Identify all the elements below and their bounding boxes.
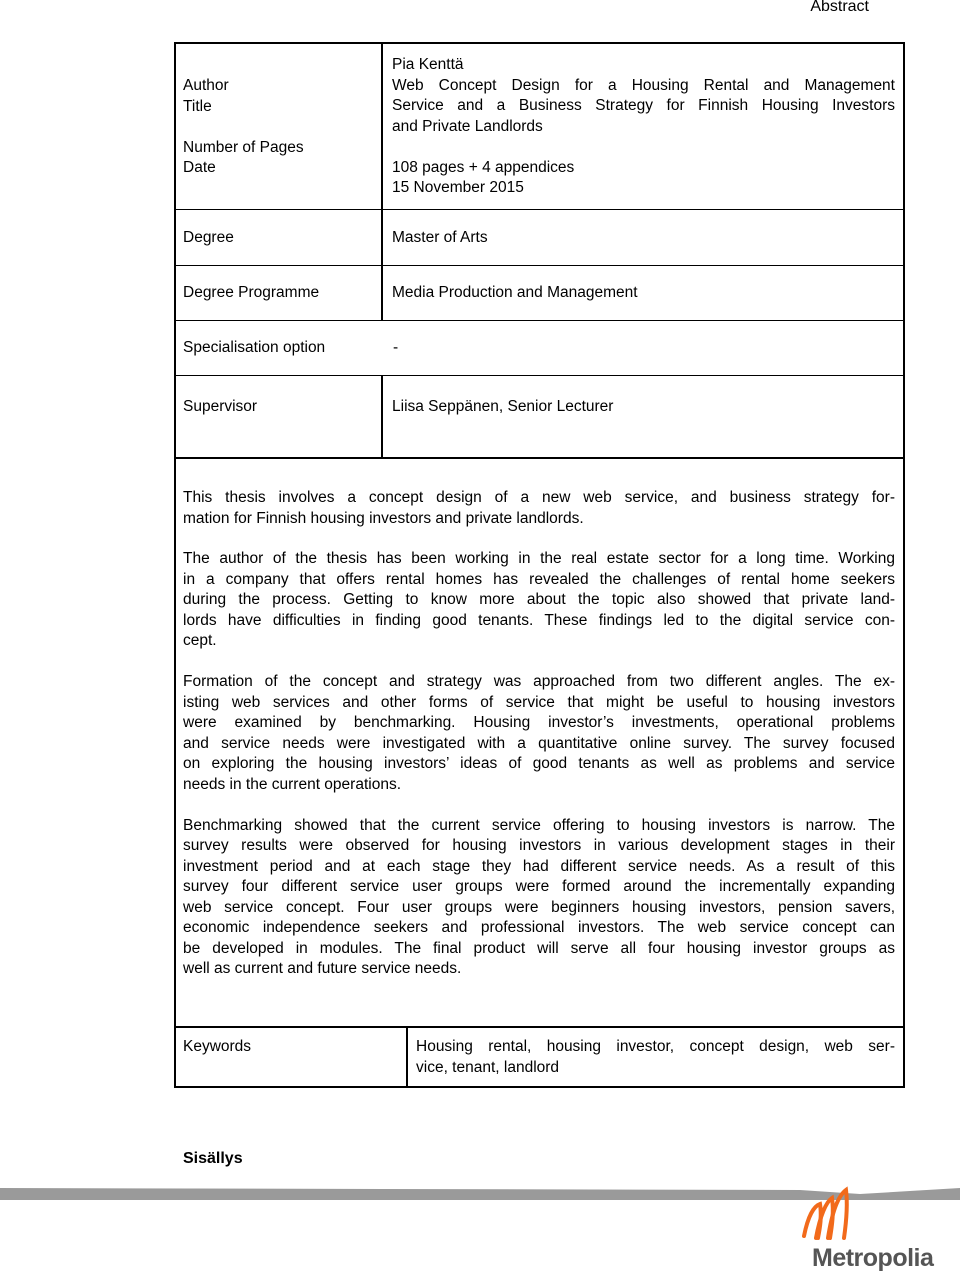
abstract-line: This thesis involves a concept design of a new web service, and business strategy for- <box>183 489 895 506</box>
abstract-paragraph <box>183 672 895 795</box>
abstract-line: Formation of the concept and strategy was approached from two different angles. The ex- <box>183 673 895 691</box>
abstract-line: cept. <box>183 632 217 650</box>
abstract-line: in a company that offers rental homes has revealed the challenges of rental home seekers <box>183 570 895 588</box>
abstract-line: The author of the thesis has been working in the real estate sector for a long time. Working <box>183 550 895 568</box>
abstract-line: well as current and future service needs. <box>183 960 462 978</box>
keywords-label: Keywords <box>183 1038 252 1055</box>
logo-wordmark: Metropolia <box>812 1244 934 1272</box>
abstract-line: and service needs were investigated with a quantitative online survey. The survey focused <box>183 734 895 752</box>
abstract-line: be developed in modules. The final product will serve all four housing investor groups as <box>183 939 895 957</box>
abstract-line: needs in the current operations. <box>183 775 401 793</box>
specialisation-value: - <box>393 339 399 356</box>
pages-value: 108 pages + 4 appendices <box>392 158 575 176</box>
supervisor-label: Supervisor <box>183 398 258 415</box>
programme-value: Media Production and Management <box>392 284 638 301</box>
abstract-line: were examined by benchmarking. Housing investor’s investments, operational problems <box>183 714 895 732</box>
abstract-line: isting web services and other forms of service that might be useful to housing investors <box>183 693 895 711</box>
degree-value: Master of Arts <box>392 229 488 246</box>
page-header-label: Abstract <box>810 0 869 15</box>
abstract-line: economic independence seekers and professional investors. The web service concept can <box>183 919 895 937</box>
abstract-paragraph <box>183 549 895 652</box>
keywords-line: Housing rental, housing investor, concept design, web ser- <box>416 1038 895 1055</box>
toc-heading: Sisällys <box>183 1150 243 1167</box>
abstract-line: survey four different service user groups were formed around the incrementally expanding <box>183 878 895 896</box>
author-value: Pia Kenttä <box>392 56 464 73</box>
abstract-paragraph <box>183 488 895 529</box>
keywords-line: vice, tenant, landlord <box>416 1058 560 1076</box>
abstract-paragraph <box>183 816 895 980</box>
author-label: Author <box>183 77 229 94</box>
degree-label: Degree <box>183 229 234 246</box>
title-value-line: Service and a Business Strategy for Finnish Housing Investors <box>392 97 895 114</box>
programme-label: Degree Programme <box>183 284 320 301</box>
abstract-line: mation for Finnish housing investors and private landlords. <box>183 509 584 527</box>
abstract-text <box>183 488 895 1000</box>
date-label: Date <box>183 159 216 176</box>
specialisation-label: Specialisation option <box>183 339 326 356</box>
abstract-line: web service concept. Four user groups were beginners housing investors, pension savers, <box>183 898 895 916</box>
pages-label: Number of Pages <box>183 138 304 156</box>
date-value: 15 November 2015 <box>392 179 524 196</box>
title-label: Title <box>183 97 212 115</box>
abstract-line: on exploring the housing investors’ ideas of good tenants as well as problems and service <box>183 755 895 773</box>
title-value-line: and Private Landlords <box>392 117 543 135</box>
supervisor-value: Liisa Seppänen, Senior Lecturer <box>392 398 614 415</box>
abstract-line: lords have difficulties in finding good tenants. These findings led to the digital service con- <box>183 611 895 629</box>
abstract-line: Benchmarking showed that the current service offering to housing investors is narrow. The <box>183 816 895 834</box>
abstract-line: investment period and at each stage they had different service needs. As a result of this <box>183 857 895 875</box>
title-value-line: Web Concept Design for a Housing Rental and Management <box>392 76 895 94</box>
abstract-line: during the process. Getting to know more about the topic also showed that private land- <box>183 591 895 609</box>
abstract-line: survey results were observed for housing investors in various development stages in their <box>183 837 895 855</box>
